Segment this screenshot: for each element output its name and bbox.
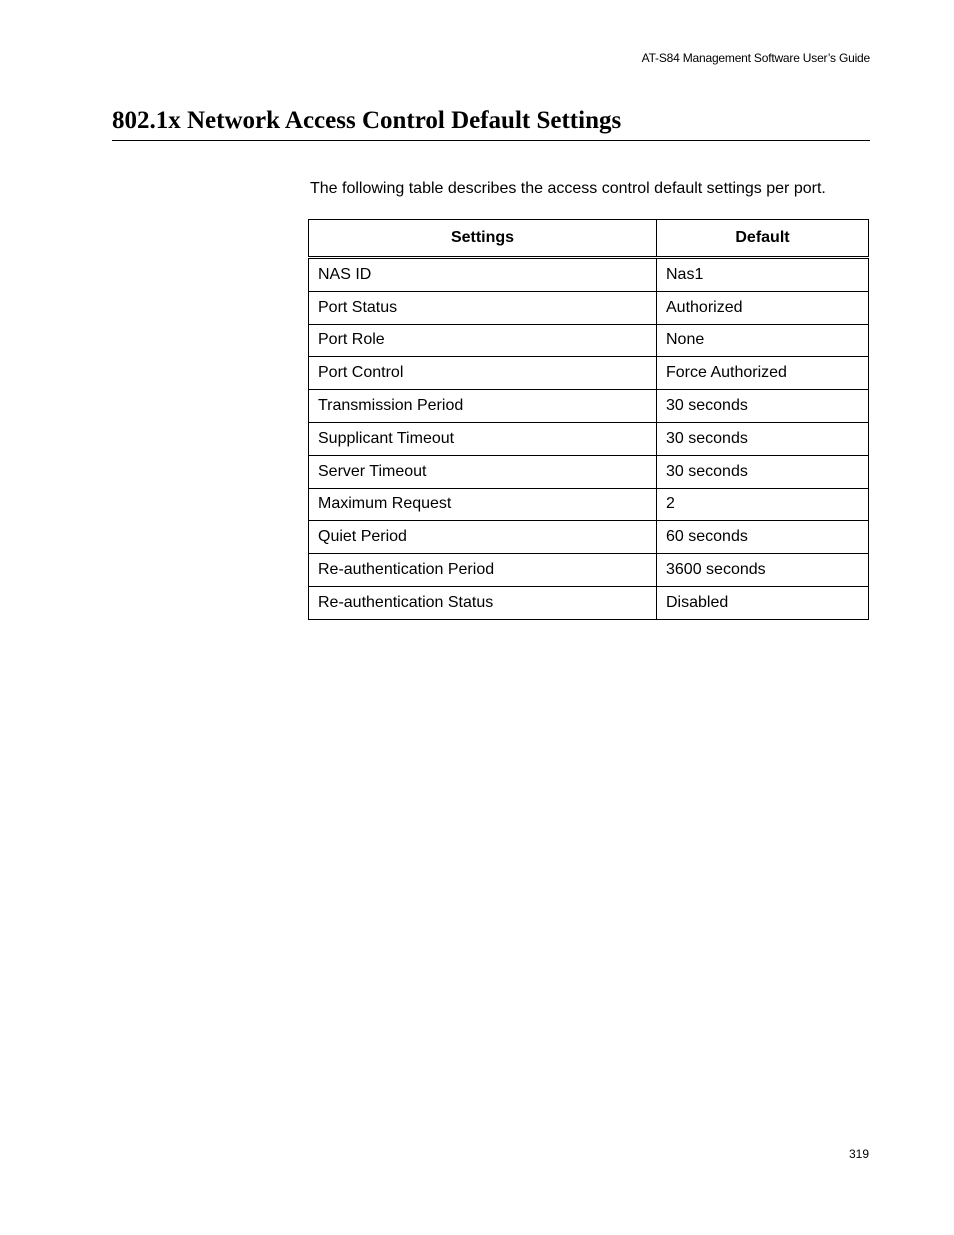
table-row xyxy=(309,488,869,521)
table-row xyxy=(309,455,869,488)
setting-default: 3600 seconds xyxy=(657,554,869,587)
table-row xyxy=(309,390,869,423)
running-header: AT-S84 Management Software User’s Guide xyxy=(641,51,870,65)
setting-default: 30 seconds xyxy=(657,455,869,488)
intro-paragraph: The following table describes the access control default settings per port. xyxy=(310,180,826,197)
column-header-settings: Settings xyxy=(309,220,657,258)
setting-default: Authorized xyxy=(657,291,869,324)
table-row xyxy=(309,521,869,554)
setting-default: 30 seconds xyxy=(657,422,869,455)
setting-name: Port Role xyxy=(309,324,657,357)
page-number: 319 xyxy=(848,1147,869,1161)
setting-default: Nas1 xyxy=(657,258,869,292)
table-row xyxy=(309,422,869,455)
setting-default: None xyxy=(657,324,869,357)
table-row xyxy=(309,291,869,324)
table-row xyxy=(309,586,869,619)
setting-name: Re-authentication Status xyxy=(309,586,657,619)
setting-default: 60 seconds xyxy=(657,521,869,554)
setting-default: Force Authorized xyxy=(657,357,869,390)
setting-name: Port Status xyxy=(309,291,657,324)
table-row xyxy=(309,357,869,390)
setting-name: Transmission Period xyxy=(309,390,657,423)
table-header-row xyxy=(309,220,869,258)
setting-name: Port Control xyxy=(309,357,657,390)
table-row xyxy=(309,258,869,292)
setting-name: NAS ID xyxy=(309,258,657,292)
setting-default: 2 xyxy=(657,488,869,521)
setting-name: Maximum Request xyxy=(309,488,657,521)
setting-default: Disabled xyxy=(657,586,869,619)
section-title: 802.1x Network Access Control Default Settings xyxy=(112,106,870,141)
default-settings-table xyxy=(308,219,869,620)
table-row xyxy=(309,554,869,587)
setting-name: Quiet Period xyxy=(309,521,657,554)
column-header-default: Default xyxy=(657,220,869,258)
table-row xyxy=(309,324,869,357)
setting-name: Supplicant Timeout xyxy=(309,422,657,455)
setting-default: 30 seconds xyxy=(657,390,869,423)
setting-name: Re-authentication Period xyxy=(309,554,657,587)
setting-name: Server Timeout xyxy=(309,455,657,488)
